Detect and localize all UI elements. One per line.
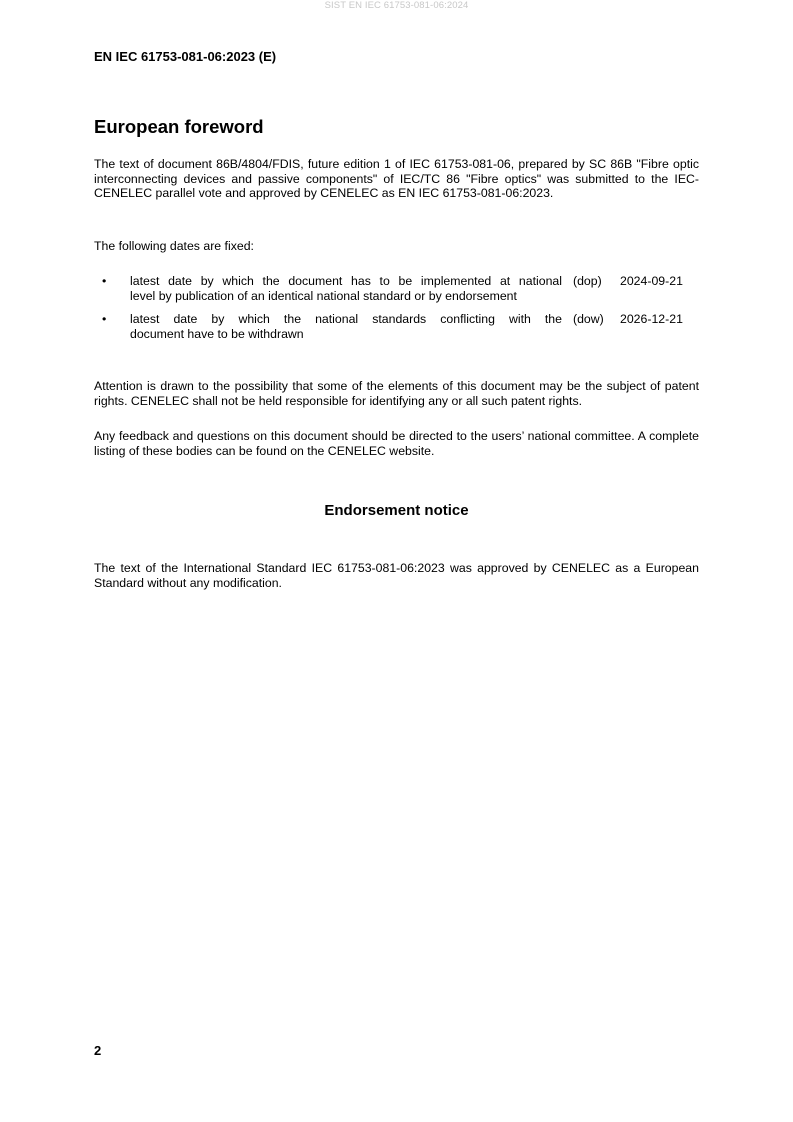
date-value: 2024-09-21 [620, 274, 683, 288]
date-row-dop [94, 274, 699, 312]
feedback-paragraph: Any feedback and questions on this document should be directed to the users’ national committee. A complete listing of these bodies can be found on the CENELEC website. [94, 429, 699, 458]
dates-intro: The following dates are fixed: [94, 239, 254, 253]
date-code: (dop) [573, 274, 602, 288]
endorsement-paragraph: The text of the International Standard IEC 61753-081-06:2023 was approved by CENELEC as a European Standard without any modification. [94, 561, 699, 590]
date-code: (dow) [573, 312, 604, 326]
date-value: 2026-12-21 [620, 312, 683, 326]
page-number: 2 [94, 1043, 102, 1058]
endorsement-title: Endorsement notice [324, 502, 469, 519]
watermark: SIST EN IEC 61753-081-06:2024 [324, 0, 469, 11]
date-row-dow [94, 312, 699, 350]
bullet-icon: • [102, 312, 107, 326]
date-description-line: latest date by which the national standards conflicting with the [130, 312, 562, 326]
foreword-title: European foreword [94, 116, 264, 137]
foreword-intro-paragraph: The text of document 86B/4804/FDIS, future edition 1 of IEC 61753-081-06, prepared by SC 86B "Fibre optic interconnecting devices and passive components" of IEC/TC 86 "Fibre optics" was submitted to the IEC-CENELEC parallel vote and approved by CENELEC as EN IEC 61753-081-06:2023. [94, 157, 699, 201]
date-description-line: level by publication of an identical national standard or by endorsement [130, 288, 517, 303]
patent-notice-paragraph: Attention is drawn to the possibility that some of the elements of this document may be the subject of patent rights. CENELEC shall not be held responsible for identifying any or all such patent rights. [94, 379, 699, 408]
dates-list [94, 274, 699, 350]
date-description [130, 312, 562, 341]
document-identifier: EN IEC 61753-081-06:2023 (E) [94, 49, 277, 64]
date-description-line: latest date by which the document has to be implemented at national [130, 274, 562, 288]
date-description [130, 274, 562, 303]
date-description-line: document have to be withdrawn [130, 326, 304, 341]
bullet-icon: • [102, 274, 107, 288]
